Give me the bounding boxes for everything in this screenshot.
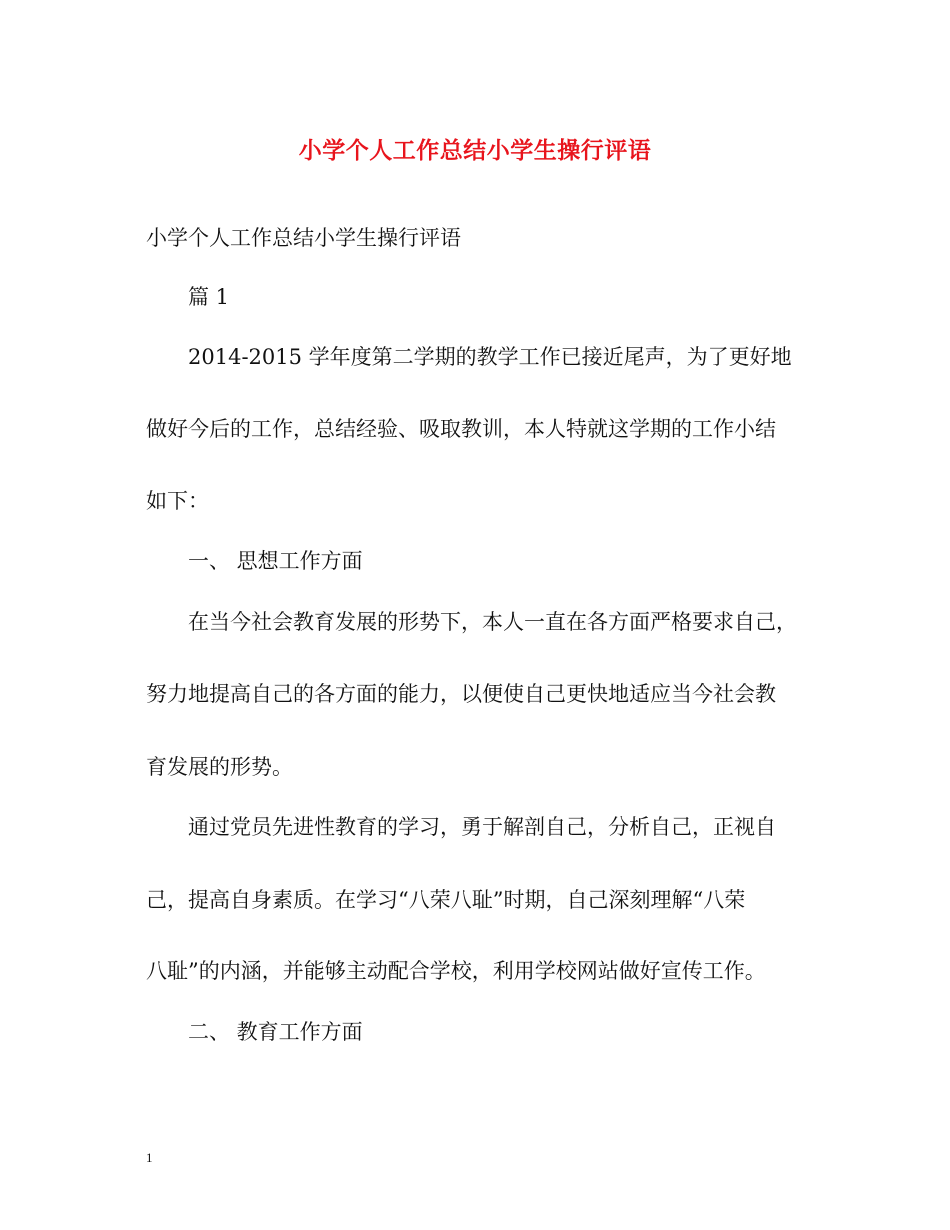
paragraph-line: 己，提高自身素质。在学习“八荣八耻”时期，自己深刻理解“八荣 <box>146 888 746 912</box>
paragraph-line: 通过党员先进性教育的学习，勇于解剖自己，分析自己，正视自 <box>188 815 776 839</box>
paragraph-line: 做好今后的工作，总结经验、吸取教训，本人特就这学期的工作小结 <box>146 417 776 441</box>
paragraph-line: 如下： <box>146 489 209 513</box>
document-title: 小学个人工作总结小学生操行评语 <box>298 137 652 164</box>
section-label: 篇 1 <box>188 285 230 309</box>
page-number: 1 <box>146 1150 153 1165</box>
heading-line: 二、 教育工作方面 <box>188 1020 363 1044</box>
paragraph-line: 努力地提高自己的各方面的能力，以便使自己更快地适应当今社会教 <box>146 682 776 706</box>
paragraph-line: 2014-2015 学年度第二学期的教学工作已接近尾声，为了更好地 <box>188 345 792 369</box>
paragraph-line: 在当今社会教育发展的形势下，本人一直在各方面严格要求自己， <box>188 610 797 634</box>
subtitle-line: 小学个人工作总结小学生操行评语 <box>146 226 461 250</box>
paragraph-line: 八耻”的内涵，并能够主动配合学校，利用学校网站做好宣传工作。 <box>146 959 766 983</box>
paragraph-line: 育发展的形势。 <box>146 755 293 779</box>
heading-line: 一、 思想工作方面 <box>188 549 363 573</box>
